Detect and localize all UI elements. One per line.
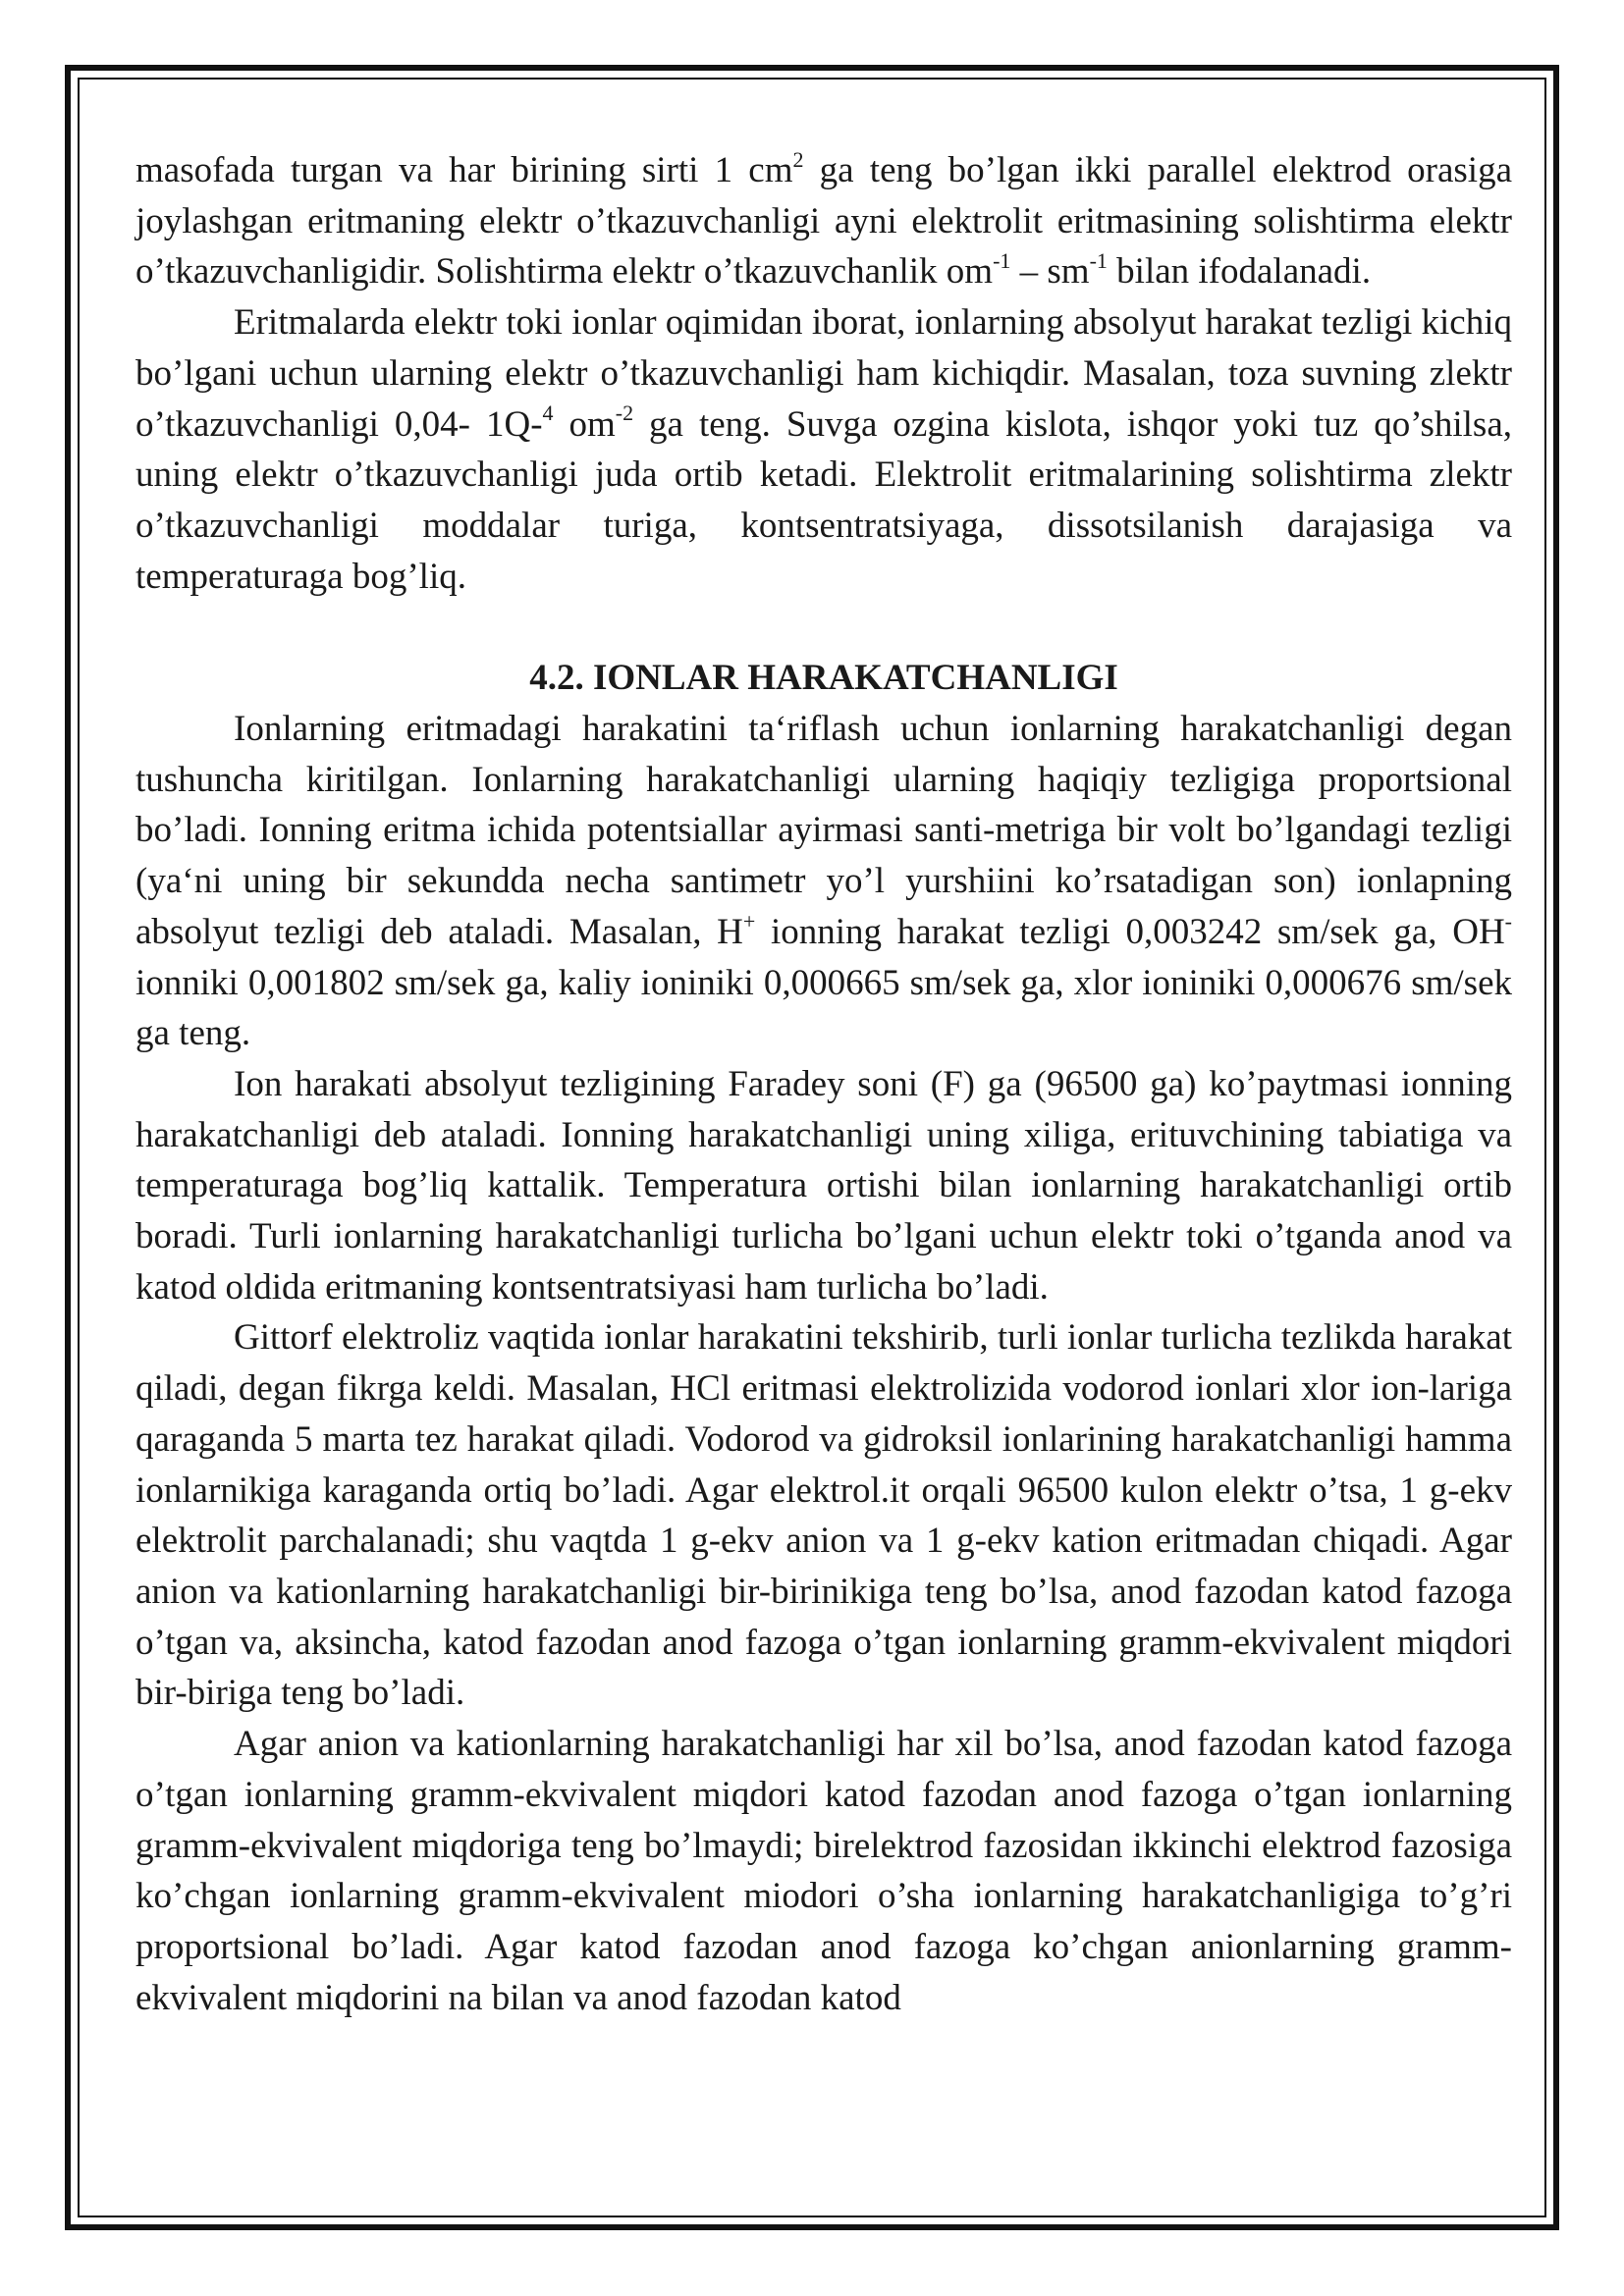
superscript: -1 <box>993 248 1011 274</box>
superscript: 2 <box>792 146 804 172</box>
superscript: - <box>1504 908 1512 934</box>
paragraph-1-text-b: ga teng bo’lgan ikki parallel elektrod orasiga joylashgan eritmaning elektr o’tkazuvchanligi ayni elektrolit eritmasining solishtirma elektr o’tkazuvchanligidir. Solishtirma elektr o’tkazuvchanlik om <box>135 150 1512 293</box>
paragraph-3-text-c: ionniki 0,001802 sm/sek ga, kaliy ioniniki 0,000665 sm/sek ga, xlor ioniniki 0,000676 sm/sek ga teng. <box>135 962 1512 1054</box>
paragraph-3 <box>135 704 1512 1059</box>
paragraph-4: Ion harakati absolyut tezligining Faradey soni (F) ga (96500 ga) ko’paytmasi ionning harakatchanligi deb ataladi. Ionning harakatchanligi uning xiliga, erituvchining tabiatiga va temperaturaga bog’liq kattalik. Temperatura ortishi bilan ionlarning harakatchanligi ortib boradi. Turli ionlarning harakatchanligi turlicha bo’lgani uchun elektr toki o’tganda anod va katod oldida eritmaning kontsentratsiyasi ham turlicha bo’ladi. <box>135 1063 1512 1308</box>
superscript: 4 <box>542 400 554 426</box>
superscript: -1 <box>1089 248 1108 274</box>
section-heading: 4.2. IONLAR HARAKATCHANLIGI <box>529 658 1118 699</box>
paragraph-2-text-a: Eritmalarda elektr toki ionlar oqimidan iborat, ionlarning absolyut harakat tezligi kichiq bo’lgani uchun ularning elektr o’tkazuvchanligi ham kichiqdir. Masalan, toza suvning zlektr o’tkazuvchanligi 0,04- 1Q- <box>135 302 1512 445</box>
paragraph-2 <box>135 297 1512 602</box>
paragraph-2-text-c: ga teng. Suvga ozgina kislota, ishqor yoki tuz qo’shilsa, uning elektr o’tkazuvchanligi juda ortib ketadi. Elektrolit eritmalarining solishtirma zlektr o’tkazuvchanligi moddalar turiga, kontsentratsiyaga, dissotsilanish darajasiga va temperaturaga bog’liq. <box>135 403 1513 597</box>
paragraph-6: Agar anion va kationlarning harakatchanligi har xil bo’lsa, anod fazodan katod fazoga o’tgan ionlarning gramm-ekvivalent miqdori katod fazodan anod fazoga o’tgan ionlarning gramm-ekvivalent miqdoriga teng bo’lmaydi; birelektrod fazosidan ikkinchi elektrod fazosiga ko’chgan ionlarning gramm-ekvivalent miodori o’sha ionlarning harakatchanligiga to’g’ri proportsional bo’ladi. Agar katod fazodan anod fazoga ko’chgan anionlarning gramm-ekvivalent miqdorini na bilan va anod fazodan katod <box>135 1724 1512 2018</box>
superscript: -2 <box>615 400 634 426</box>
paragraph-1-text-a: masofada turgan va har birining sirti 1 cm <box>135 150 793 190</box>
paragraph-5: Gittorf elektroliz vaqtida ionlar harakatini tekshirib, turli ionlar turlicha tezlikda harakat qiladi, degan fikrga keldi. Masalan, HCl eritmasi elektrolizida vodorod ionlari xlor ion-lariga qaraganda 5 marta tez harakat qiladi. Vodorod va gidroksil ionlarining harakatchanligi hamma ionlarnikiga karaganda ortiq bo’ladi. Agar elektrol.it orqali 96500 kulon elektr o’tsa, 1 g-ekv elektrolit parchalanadi; shu vaqtda 1 g-ekv anion va 1 g-ekv kation eritmadan chiqadi. Agar anion va kationlarning harakatchanligi bir-birinikiga teng bo’lsa, anod fazodan katod fazoga o’tgan va, aksincha, katod fazodan anod fazoga o’tgan ionlarning gramm-ekvivalent miqdori bir-biriga teng bo’ladi. <box>135 1317 1512 1714</box>
superscript: + <box>742 908 756 934</box>
paragraph-2-text-b: om <box>553 403 616 445</box>
paragraph-1-text-c: – sm <box>1010 251 1090 293</box>
paragraph-3-text-b: ionning harakat tezligi 0,003242 sm/sek ga, OH <box>755 911 1505 952</box>
paragraph-3-text-a: Ionlarning eritmadagi harakatini ta‘riflash uchun ionlarning harakatchanligi degan tushuncha kiritilgan. Ionlarning harakatchanligi ularning haqiqiy tezligiga proportsional bo’ladi. Ionning eritma ichida potentsiallar ayirmasi santi-metriga bir volt bo’lgandagi tezligi (ya‘ni uning bir sekundda necha santimetr yo’l yurshiini ko’rsatadigan son) ionlapning absolyut tezligi deb ataladi. Masalan, H <box>135 709 1512 952</box>
paragraph-1-text-d: bilan ifodalanadi. <box>1107 251 1372 293</box>
page-content <box>135 145 1512 2023</box>
paragraph-1 <box>135 145 1512 297</box>
